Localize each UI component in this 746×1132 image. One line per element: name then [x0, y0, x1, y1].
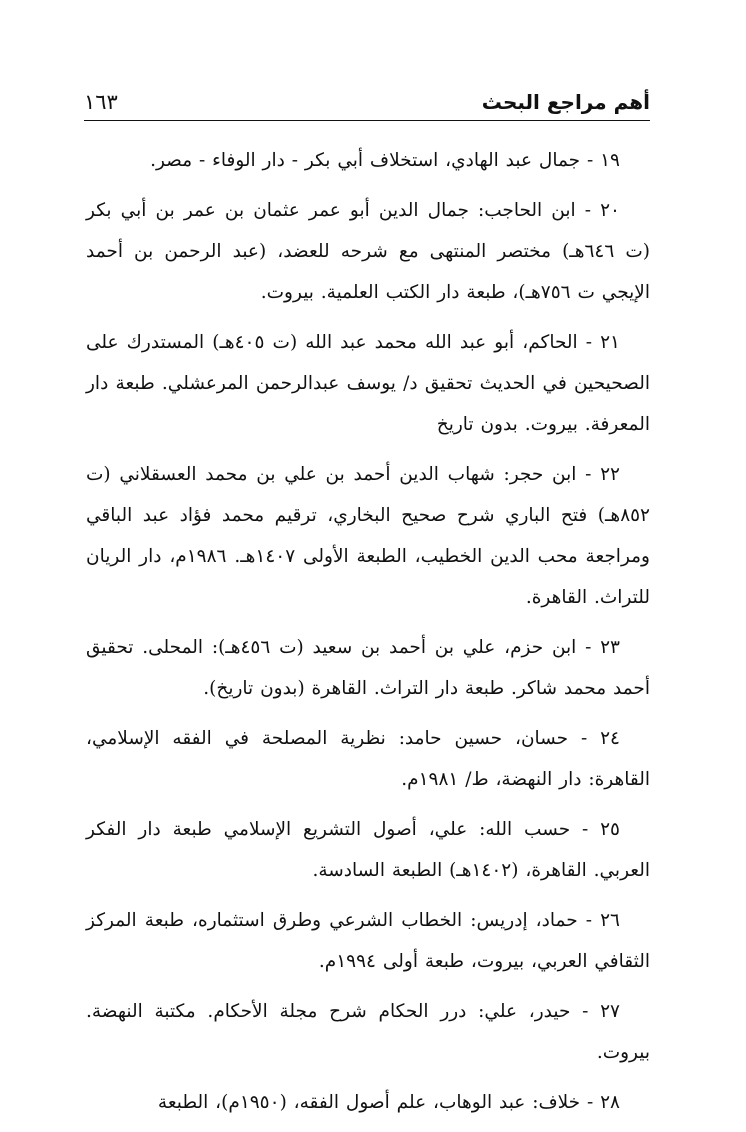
header-rule: [84, 120, 650, 121]
reference-entry-27: ٢٧ - حيدر، علي: درر الحكام شرح مجلة الأحكام. مكتبة النهضة. بيروت.: [86, 1001, 650, 1063]
reference-entry-23: ٢٣ - ابن حزم، علي بن أحمد بن سعيد (ت ٤٥٦هـ): المحلى. تحقيق أحمد محمد شاكر. طبعة دار التراث. القاهرة (بدون تاريخ).: [86, 637, 650, 699]
reference-entry-26: ٢٦ - حماد، إدريس: الخطاب الشرعي وطرق استثماره، طبعة المركز الثقافي العربي، بيروت، طبعة أولى ١٩٩٤م.: [86, 910, 650, 972]
reference-entry-24: ٢٤ - حسان، حسين حامد: نظرية المصلحة في الفقه الإسلامي، القاهرة: دار النهضة، ط/ ١٩٨١م.: [86, 728, 650, 790]
reference-entry-22: ٢٢ - ابن حجر: شهاب الدين أحمد بن علي بن محمد العسقلاني (ت ٨٥٢هـ) فتح الباري شرح صحيح البخاري، ترقيم محمد فؤاد عبد الباقي ومراجعة محب الدين الخطيب، الطبعة الأولى ١٤٠٧هـ. ١٩٨٦م، دار الريان للتراث. القاهرة.: [86, 464, 650, 608]
reference-list: [86, 140, 650, 1132]
reference-entry-28: ٢٨ - خلاف: عبد الوهاب، علم أصول الفقه، (١٩٥٠م)، الطبعة: [157, 1092, 620, 1113]
running-header: [84, 88, 650, 120]
reference-entry-21: ٢١ - الحاكم، أبو عبد الله محمد عبد الله (ت ٤٠٥هـ) المستدرك على الصحيحين في الحديث تحقيق د/ يوسف عبدالرحمن المرعشلي. طبعة دار المعرفة. بيروت. بدون تاريخ: [86, 332, 650, 435]
reference-entry-20: ٢٠ - ابن الحاجب: جمال الدين أبو عمر عثمان بن عمر بن أبي بكر (ت ٦٤٦هـ) مختصر المنتهى مع شرحه للعضد، (عبد الرحمن بن أحمد الإيجي ت ٧٥٦هـ)، طبعة دار الكتب العلمية. بيروت.: [86, 200, 651, 303]
running-title: أهم مراجع البحث: [481, 90, 650, 114]
reference-entry-25: ٢٥ - حسب الله: علي، أصول التشريع الإسلامي طبعة دار الفكر العربي. القاهرة، (١٤٠٢هـ) الطبعة السادسة.: [86, 819, 650, 881]
page-number: ١٦٣: [84, 90, 118, 114]
reference-entry-19: ١٩ - جمال عبد الهادي، استخلاف أبي بكر - دار الوفاء - مصر.: [150, 150, 620, 171]
